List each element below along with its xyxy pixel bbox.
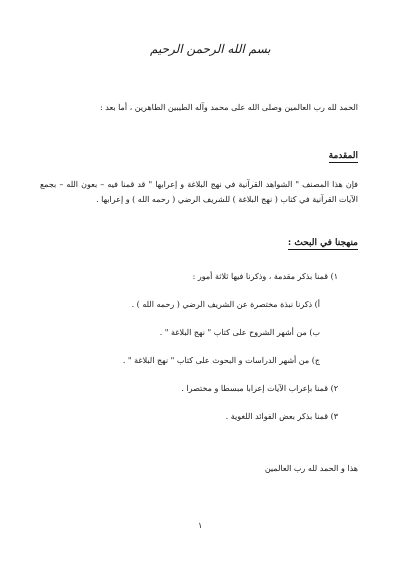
list-item: ١) قمنا بذكر مقدمة ، وذكرنا فيها ثلاثة أمور : xyxy=(192,272,338,281)
basmala: بسم الله الرحمن الرحيم xyxy=(150,42,271,56)
page-number: ١ xyxy=(198,521,203,530)
list-item: أ) ذكرنا نبذة مختصرة عن الشريف الرضي ( رحمه الله ) . xyxy=(131,300,320,309)
list-item: ج) من أشهر الدراسات و البحوث على كتاب " نهج البلاغة " . xyxy=(122,356,320,365)
introduction-paragraph: فإن هذا المصنف " الشواهد القرآنية في نهج البلاغة و إعرابها " قد قمنا فيه – بعون الله – بجمع الآيات القرآنية في كتاب ( نهج البلاغة ) للشريف الرضي ( رحمه الله ) و إعرابها . xyxy=(40,180,358,204)
section-heading-introduction: المقدمة xyxy=(328,151,358,161)
closing-line: هذا و الحمد لله رب العالمين xyxy=(264,464,358,473)
section-heading-methodology: منهجنا في البحث : xyxy=(287,238,358,248)
list-item: ٣) قمنا بذكر بعض الفوائد اللغوية . xyxy=(225,412,338,421)
intro-line: الحمد لله رب العالمين وصلى الله على محمد وآله الطيبين الطاهرين ، أما بعد : xyxy=(100,103,358,112)
list-item: ٢) قمنا بإعراب الآيات إعرابا مبسطا و مختصرا . xyxy=(181,384,338,393)
list-item: ب) من أشهر الشروح على كتاب " نهج البلاغة " . xyxy=(159,328,320,337)
